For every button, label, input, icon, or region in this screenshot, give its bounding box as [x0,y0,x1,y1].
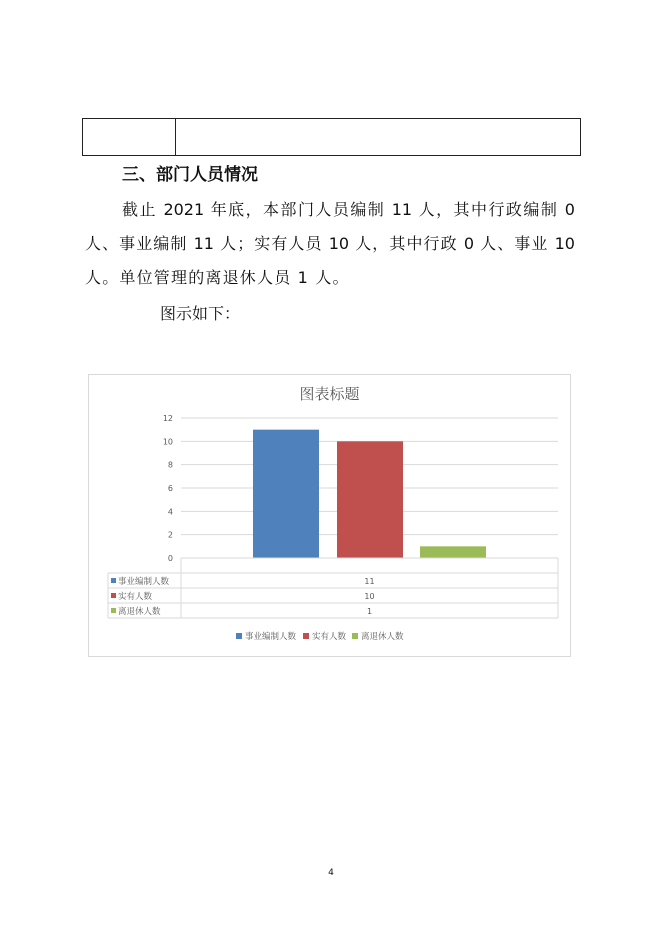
table-series-name: 实有人数 [118,592,153,602]
table-series-name: 离退休人数 [118,607,161,617]
table-fragment [82,118,581,156]
section-heading: 三、部门人员情况 [122,165,258,185]
legend-key [236,633,242,639]
legend-key [352,633,358,639]
table-legend-key [111,593,116,598]
table-series-name: 事业编制人数 [118,577,170,587]
y-tick-label: 0 [167,554,173,563]
bar-2 [337,441,403,558]
bar-1 [253,430,319,558]
y-tick-label: 12 [162,414,173,423]
paragraph-line: 人。单位管理的离退休人员 1 人。 [85,268,350,287]
y-tick-label: 2 [167,530,173,540]
y-tick-label: 6 [167,484,173,493]
paragraph-line: 截止 2021 年底，本部门人员编制 11 人，其中行政编制 0 [122,200,575,219]
legend-label: 离退休人数 [361,632,404,642]
y-tick-label: 4 [167,507,173,517]
chart [88,374,571,657]
table-legend-key [111,578,116,583]
bar-3 [420,546,486,558]
table-legend-key [111,608,116,613]
page-number: 4 [328,868,334,878]
table-divider [175,119,176,155]
paragraph-line: 人、事业编制 11 人；实有人员 10 人，其中行政 0 人、事业 10 [85,234,575,253]
y-tick-label: 10 [162,437,173,447]
figure-intro: 图示如下： [160,304,241,323]
legend-label: 实有人数 [312,632,347,642]
chart-canvas [89,375,570,656]
table-value: 11 [364,577,375,586]
table-value: 1 [366,607,373,616]
legend-label: 事业编制人数 [245,632,297,642]
legend-key [303,633,309,639]
y-tick-label: 8 [167,460,173,470]
table-value: 10 [364,592,375,601]
chart-title: 图表标题 [299,385,360,403]
